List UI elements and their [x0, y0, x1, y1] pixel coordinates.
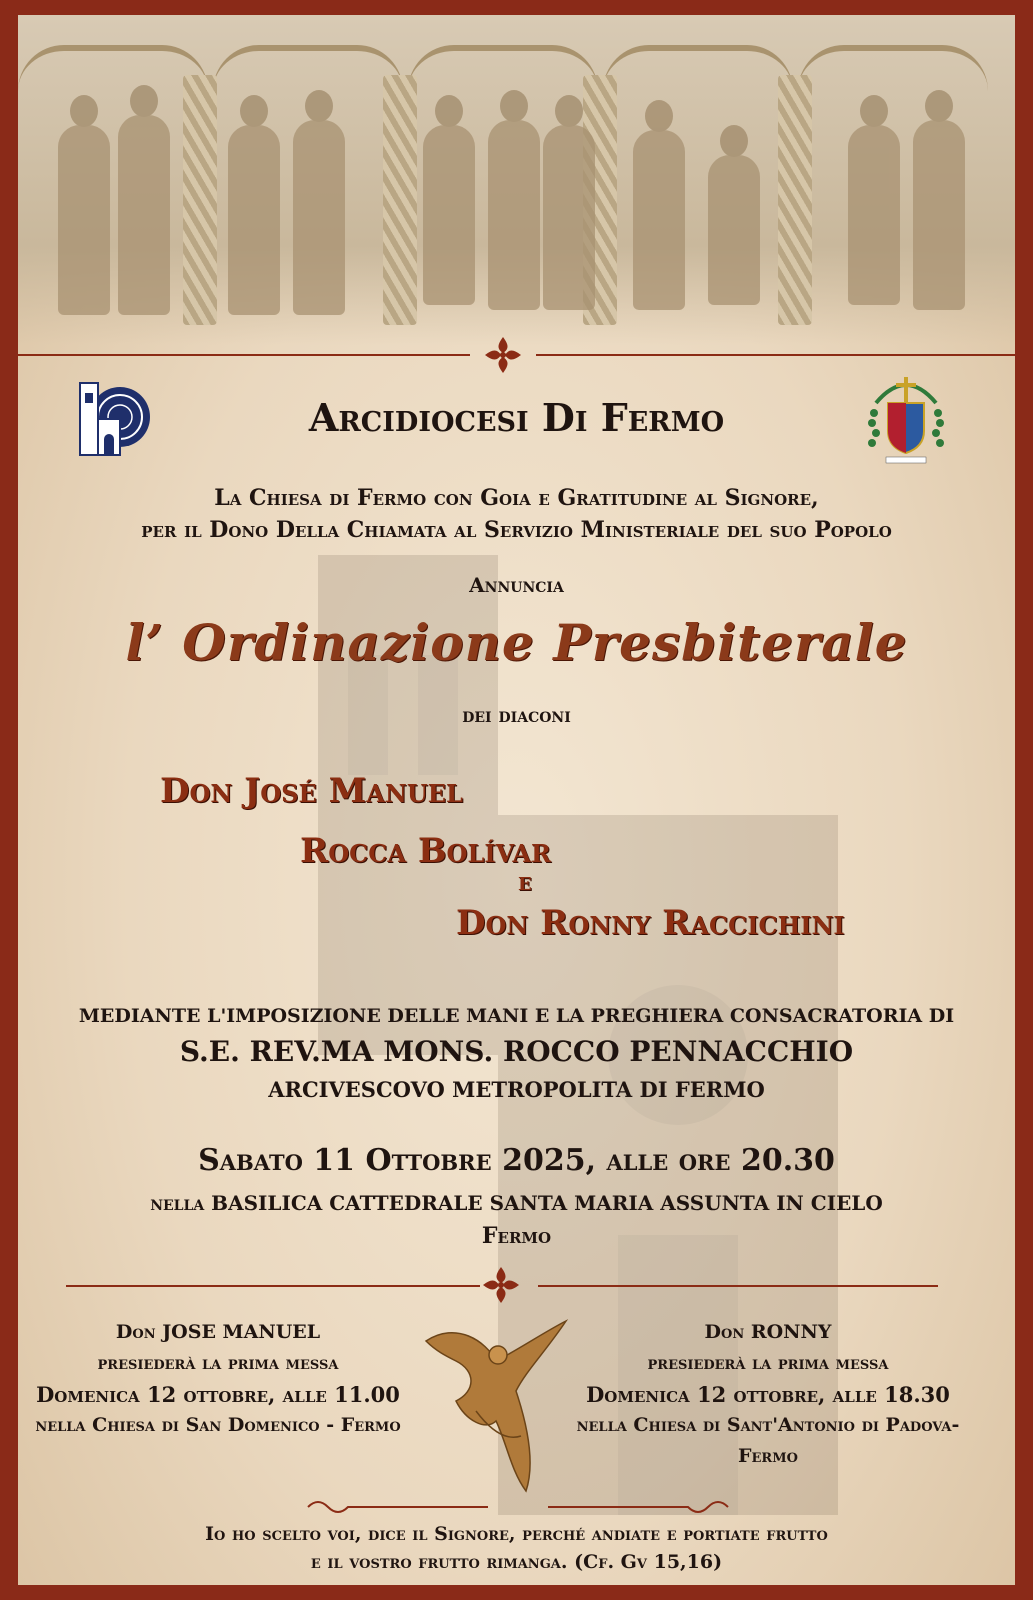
top-divider-right [536, 354, 1015, 356]
first-mass-left-who: Don JOSE MANUEL [115, 1321, 321, 1343]
bottom-divider-left [66, 1285, 480, 1287]
event-date: Sabato 11 Ottobre 2025, alle ore 20.30 [198, 1143, 835, 1178]
ordinand-1-line-1: Don José Manuel [160, 771, 463, 811]
intro-line-2: per il Dono Della Chiamata al Servizio Ministeriale del suo Popolo [141, 517, 892, 543]
first-mass-left-what: presiederà la prima messa [97, 1352, 339, 1374]
celebrant-role: ARCIVESCOVO METROPOLITA DI FERMO [268, 1077, 765, 1102]
first-mass-right-who: Don RONNY [704, 1321, 832, 1343]
first-mass-right-where: nella Chiesa di Sant'Antonio di Padova- Fermo [576, 1414, 960, 1467]
top-divider-left [18, 354, 470, 356]
conjunction: e [518, 867, 532, 897]
relief-sculpture-image [18, 15, 1015, 345]
celebrant-intro: MEDIANTE L'IMPOSIZIONE DELLE MANI E LA PREGHIERA CONSACRATORIA DI [78, 1005, 955, 1027]
cross-ornament-icon [483, 335, 523, 375]
archdiocese-title: Arcidiocesi Di Fermo [308, 395, 725, 440]
first-mass-left-where: nella Chiesa di San Domenico - Fermo [35, 1414, 401, 1436]
flourish-divider [298, 1495, 738, 1519]
intro-line-1: La Chiesa di Fermo con Goia e Gratitudine al Signore, [214, 485, 819, 511]
bottom-divider-right [538, 1285, 938, 1287]
first-mass-right-what: presiederà la prima messa [647, 1352, 889, 1374]
invitation-card [18, 15, 1015, 1585]
cross-ornament-icon [481, 1265, 521, 1305]
event-place: nella BASILICA CATTEDRALE SANTA MARIA ASSUNTA IN CIELO [150, 1191, 883, 1215]
event-title: l’ Ordinazione Presbiterale [125, 613, 908, 672]
first-mass-right-when: Domenica 12 ottobre, alle 18.30 [586, 1382, 950, 1407]
announce-label: Annuncia [469, 573, 564, 597]
event-city: Fermo [481, 1223, 552, 1249]
scripture-quote-line-1: Io ho scelto voi, dice il Signore, perché andiate e portiate frutto [205, 1523, 828, 1545]
first-mass-right [548, 1317, 988, 1472]
first-mass-left-when: Domenica 12 ottobre, alle 11.00 [36, 1382, 400, 1407]
first-mass-left [28, 1317, 408, 1441]
ordinand-1-line-2: Rocca Bolívar [300, 831, 551, 871]
deacons-label: dei diaconi [462, 703, 571, 727]
scripture-quote-line-2: e il vostro frutto rimanga. (Cf. Gv 15,16) [310, 1551, 723, 1573]
ordinand-2: Don Ronny Raccichini [456, 903, 845, 943]
celebrant-name: S.E. REV.MA MONS. ROCCO PENNACCHIO [179, 1035, 854, 1068]
